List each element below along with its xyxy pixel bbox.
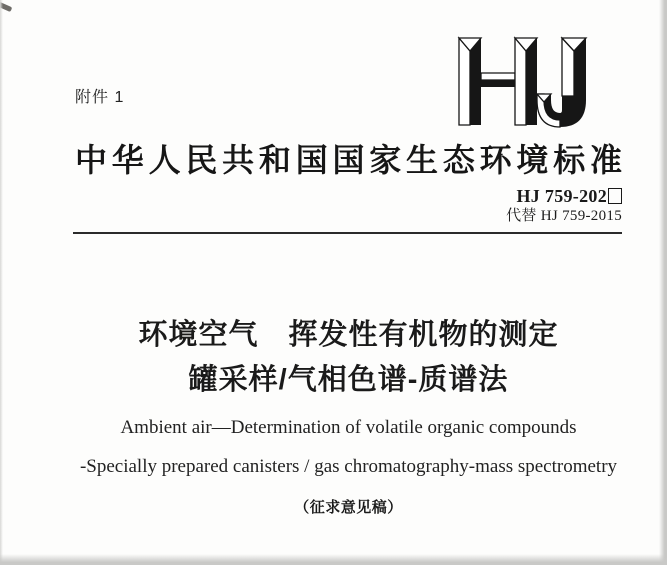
scan-edge-left bbox=[0, 0, 3, 565]
draft-note: （征求意见稿） bbox=[294, 499, 403, 516]
scan-edge-bottom bbox=[0, 554, 667, 565]
hj-logo-text bbox=[595, 32, 596, 33]
title-chinese-line1: 环境空气 挥发性有机物的测定 bbox=[138, 319, 559, 351]
title-english-line2: -Specially prepared canisters / gas chromatography-mass spectrometry bbox=[79, 456, 618, 477]
title-english-line1: Ambient air—Determination of volatile organic compounds bbox=[120, 417, 577, 438]
national-standard-heading: 中华人民共和国国家生态环境标准 bbox=[75, 142, 622, 178]
hj-logo-graphic bbox=[455, 32, 595, 130]
attachment-label: 附件 1 bbox=[75, 89, 125, 106]
standard-number bbox=[517, 186, 623, 206]
title-chinese-line2: 罐采样/气相色谱-质谱法 bbox=[188, 364, 509, 396]
scan-edge-right bbox=[659, 0, 667, 565]
replaces-note: 代替 HJ 759-2015 bbox=[506, 208, 622, 224]
standard-number-text: HJ 759-202 bbox=[516, 186, 607, 206]
year-placeholder-box bbox=[608, 188, 622, 204]
hj-logo bbox=[455, 32, 595, 130]
header-rule bbox=[73, 232, 622, 234]
